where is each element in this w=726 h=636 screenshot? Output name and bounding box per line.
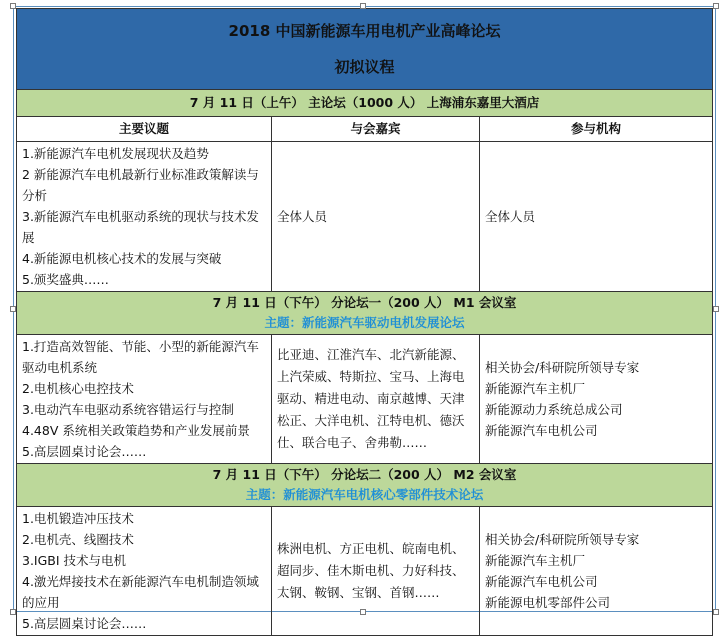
session1-guests: 全体人员 xyxy=(272,142,480,292)
list-item: 2.电机壳、线圈技术 xyxy=(22,532,134,547)
list-item: 4.新能源电机核心技术的发展与突破 xyxy=(22,251,222,266)
session2-guests: 比亚迪、江淮汽车、北汽新能源、上汽荣威、特斯拉、宝马、上海电驱动、精进电动、南京越博、天津松正、大洋电机、江特电机、德沃仕、联合电子、舍弗勒…… xyxy=(272,335,480,464)
list-item: 3.IGBI 技术与电机 xyxy=(22,553,127,568)
page-title: 2018 中国新能源车用电机产业高峰论坛 xyxy=(228,22,501,40)
list-item: 2 新能源汽车电机最新行业标准政策解读与分析 xyxy=(22,167,259,203)
list-item: 1.电机锻造冲压技术 xyxy=(22,511,134,526)
resize-handle-middle-right[interactable] xyxy=(713,306,719,312)
session3-theme: 主题：新能源汽车电机核心零部件技术论坛 xyxy=(245,487,484,502)
session2-header-row xyxy=(17,292,713,335)
session1-header-row xyxy=(17,90,713,117)
list-item: 新能源汽车电机公司 xyxy=(485,574,598,589)
column-header-orgs: 参与机构 xyxy=(480,117,713,142)
list-item: 5.高层圆桌讨论会…… xyxy=(22,616,147,631)
session2-orgs xyxy=(480,335,713,464)
list-item: 相关协会/科研院所领导专家 xyxy=(485,532,640,547)
list-item: 新能源汽车主机厂 xyxy=(485,553,586,568)
resize-handle-middle-left[interactable] xyxy=(10,306,16,312)
list-item: 1.新能源汽车电机发展现状及趋势 xyxy=(22,146,209,161)
resize-handle-top-right[interactable] xyxy=(713,3,719,9)
page-subtitle: 初拟议程 xyxy=(334,58,395,76)
list-item: 2.电机核心电控技术 xyxy=(22,381,134,396)
session3-content-row xyxy=(17,507,713,636)
session2-header-cell xyxy=(17,292,713,335)
column-header-row xyxy=(17,117,713,142)
session3-header-row xyxy=(17,464,713,507)
session2-content-row xyxy=(17,335,713,464)
list-item: 3.新能源汽车电机驱动系统的现状与技术发展 xyxy=(22,209,259,245)
title-cell xyxy=(17,9,713,90)
list-item: 4.激光焊接技术在新能源汽车电机制造领域的应用 xyxy=(22,574,259,610)
list-item: 相关协会/科研院所领导专家 xyxy=(485,360,640,375)
session3-guests: 株洲电机、方正电机、皖南电机、超同步、佳木斯电机、力好科技、太钢、鞍钢、宝钢、首钢…… xyxy=(272,507,480,636)
resize-handle-bottom-middle[interactable] xyxy=(360,609,366,615)
session2-header: 7 月 11 日（下午） 分论坛一（200 人） M1 会议室 xyxy=(212,295,517,310)
list-item: 新能源汽车主机厂 xyxy=(485,381,586,396)
session3-orgs xyxy=(480,507,713,636)
session1-header: 7 月 11 日（上午） 主论坛（1000 人） 上海浦东嘉里大酒店 xyxy=(17,90,713,117)
column-header-topics: 主要议题 xyxy=(17,117,272,142)
session3-header-cell xyxy=(17,464,713,507)
list-item: 新能源汽车电机公司 xyxy=(485,423,598,438)
session3-topics xyxy=(17,507,272,636)
list-item: 5.高层圆桌讨论会…… xyxy=(22,444,147,459)
session1-orgs: 全体人员 xyxy=(480,142,713,292)
list-item: 5.颁奖盛典…… xyxy=(22,272,109,287)
resize-handle-bottom-right[interactable] xyxy=(713,609,719,615)
list-item: 4.48V 系统相关政策趋势和产业发展前景 xyxy=(22,423,250,438)
session2-topics xyxy=(17,335,272,464)
resize-handle-bottom-left[interactable] xyxy=(10,609,16,615)
list-item: 3.电动汽车电驱动系统容错运行与控制 xyxy=(22,402,234,417)
session1-content-row xyxy=(17,142,713,292)
session3-header: 7 月 11 日（下午） 分论坛二（200 人） M2 会议室 xyxy=(212,467,517,482)
agenda-table xyxy=(16,8,713,636)
column-header-guests: 与会嘉宾 xyxy=(272,117,480,142)
list-item: 1.打造高效智能、节能、小型的新能源汽车驱动电机系统 xyxy=(22,339,259,375)
title-row xyxy=(17,9,713,90)
session1-topics xyxy=(17,142,272,292)
resize-handle-top-middle[interactable] xyxy=(360,3,366,9)
session2-theme: 主题：新能源汽车驱动电机发展论坛 xyxy=(264,315,465,330)
resize-handle-top-left[interactable] xyxy=(10,3,16,9)
list-item: 新能源动力系统总成公司 xyxy=(485,402,623,417)
list-item: 新能源电机零部件公司 xyxy=(485,595,611,610)
